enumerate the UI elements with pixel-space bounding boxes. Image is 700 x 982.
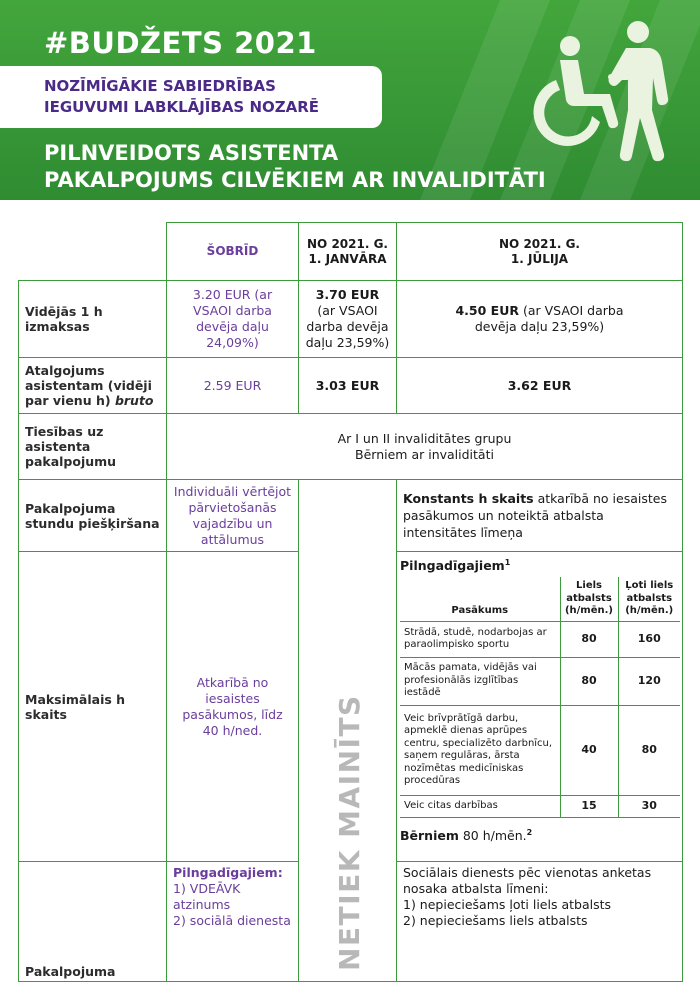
- salary-july: 3.62 EUR: [397, 358, 683, 414]
- header-banner: [0, 0, 700, 200]
- header-very-high-support: Ļoti liels atbalsts (h/mēn.): [618, 577, 680, 621]
- table-row: [19, 358, 683, 414]
- row-label-eligibility: Tiesības uz asistenta pakalpojumu: [19, 414, 167, 480]
- activity-cell: Veic citas darbības: [400, 795, 560, 817]
- assessment-now: Pilngadīgajiem: 1) VDEĀVK atzinums 2) sociālā dienesta: [167, 862, 299, 982]
- row-label-allocation: Pakalpojuma stundu piešķiršana: [19, 480, 167, 552]
- high-cell: 40: [560, 705, 618, 795]
- comparison-table: [18, 222, 683, 982]
- main-heading: PILNVEIDOTS ASISTENTA PAKALPOJUMS CILVĒKIEM AR INVALIDITĀTI: [44, 141, 546, 192]
- row-label-hour-cost: Vidējās 1 h izmaksas: [19, 281, 167, 358]
- column-header-january: NO 2021. G. 1. JANVĀRA: [299, 223, 397, 281]
- eligibility-value: Ar I un II invaliditātes grupu Bērniem ar invaliditāti: [167, 414, 683, 480]
- table-row: [19, 480, 683, 552]
- unchanged-watermark: NETIEK MAINĪTS: [332, 694, 366, 971]
- salary-now: 2.59 EUR: [167, 358, 299, 414]
- high-cell: 80: [560, 657, 618, 705]
- list-item: 2) sociālā dienesta: [173, 913, 291, 928]
- list-item: 2) nepieciešams liels atbalsts: [403, 913, 588, 928]
- allocation-now: Individuāli vērtējot pārvietošanās vajadzību un attālumus: [167, 480, 299, 552]
- row-label-assessment: Pakalpojuma: [19, 862, 167, 982]
- adults-title: Pilngadīgajiem$^1$: [400, 558, 511, 574]
- header-high-support: Liels atbalsts (h/mēn.): [560, 577, 618, 621]
- assessment-july: Sociālais dienests pēc vienotas anketas nosaka atbalsta līmeni: 1) nepieciešams ļoti liels atbalsts 2) nepieciešams liels atbalsts: [397, 862, 683, 982]
- hour-cost-july: 4.50 EUR (ar VSAOI darba devēja daļu 23,59%): [397, 281, 683, 358]
- very-high-cell: 30: [618, 795, 680, 817]
- wheelchair-assistant-icon: [520, 14, 690, 164]
- max-hours-now: Atkarībā no iesaistes pasākumos, līdz 40 h/ned.: [167, 552, 299, 862]
- activity-cell: Strādā, studē, nodarbojas ar paraolimpisko sportu: [400, 621, 560, 657]
- list-item: 1) VDEĀVK atzinums: [173, 881, 241, 912]
- table-row: [400, 621, 680, 657]
- row-label-salary: Atalgojums asistentam (vidēji par vienu h) bruto: [19, 358, 167, 414]
- high-cell: 80: [560, 621, 618, 657]
- activity-cell: Veic brīvprātīgā darbu, apmeklē dienas aprūpes centru, specializēto darbnīcu, saņem regulāras, ārsta nozīmētas medicīniskas procedūras: [400, 705, 560, 795]
- activity-cell: Mācās pamata, vidējās vai profesionālās izglītības iestādē: [400, 657, 560, 705]
- column-header-july: NO 2021. G. 1. JŪLIJA: [397, 223, 683, 281]
- column-header-now: ŠOBRĪD: [167, 223, 299, 281]
- table-row: [400, 795, 680, 817]
- empty-corner: [19, 223, 167, 281]
- table-row: [400, 705, 680, 795]
- hour-cost-now: 3.20 EUR (ar VSAOI darba devēja daļu 24,09%): [167, 281, 299, 358]
- adults-hours-table: [400, 577, 680, 818]
- unchanged-cell: [299, 480, 397, 982]
- very-high-cell: 160: [618, 621, 680, 657]
- table-row: [19, 414, 683, 480]
- hour-cost-january: 3.70 EUR (ar VSAOI darba devēja daļu 23,59%): [299, 281, 397, 358]
- children-hours: Bērniem 80 h/mēn.$^2$: [400, 827, 533, 843]
- very-high-cell: 80: [618, 705, 680, 795]
- table-row: [19, 281, 683, 358]
- subtitle: NOZĪMĪGĀKIE SABIEDRĪBAS IEGUVUMI LABKLĀJĪBAS NOZARĒ: [44, 77, 320, 116]
- header-activity: Pasākums: [400, 577, 560, 621]
- table-header-row: [19, 223, 683, 281]
- salary-january: 3.03 EUR: [299, 358, 397, 414]
- list-item: 1) nepieciešams ļoti liels atbalsts: [403, 897, 612, 912]
- allocation-july: Konstants h skaits atkarībā no iesaistes pasākumos un noteiktā atbalsta intensitātes līmeņa: [397, 480, 683, 552]
- row-label-max-hours: Maksimālais h skaits: [19, 552, 167, 862]
- very-high-cell: 120: [618, 657, 680, 705]
- inner-header-row: [400, 577, 680, 621]
- max-hours-july: [397, 552, 683, 862]
- high-cell: 15: [560, 795, 618, 817]
- page-title: #BUDŽETS 2021: [44, 26, 317, 60]
- table-row: [400, 657, 680, 705]
